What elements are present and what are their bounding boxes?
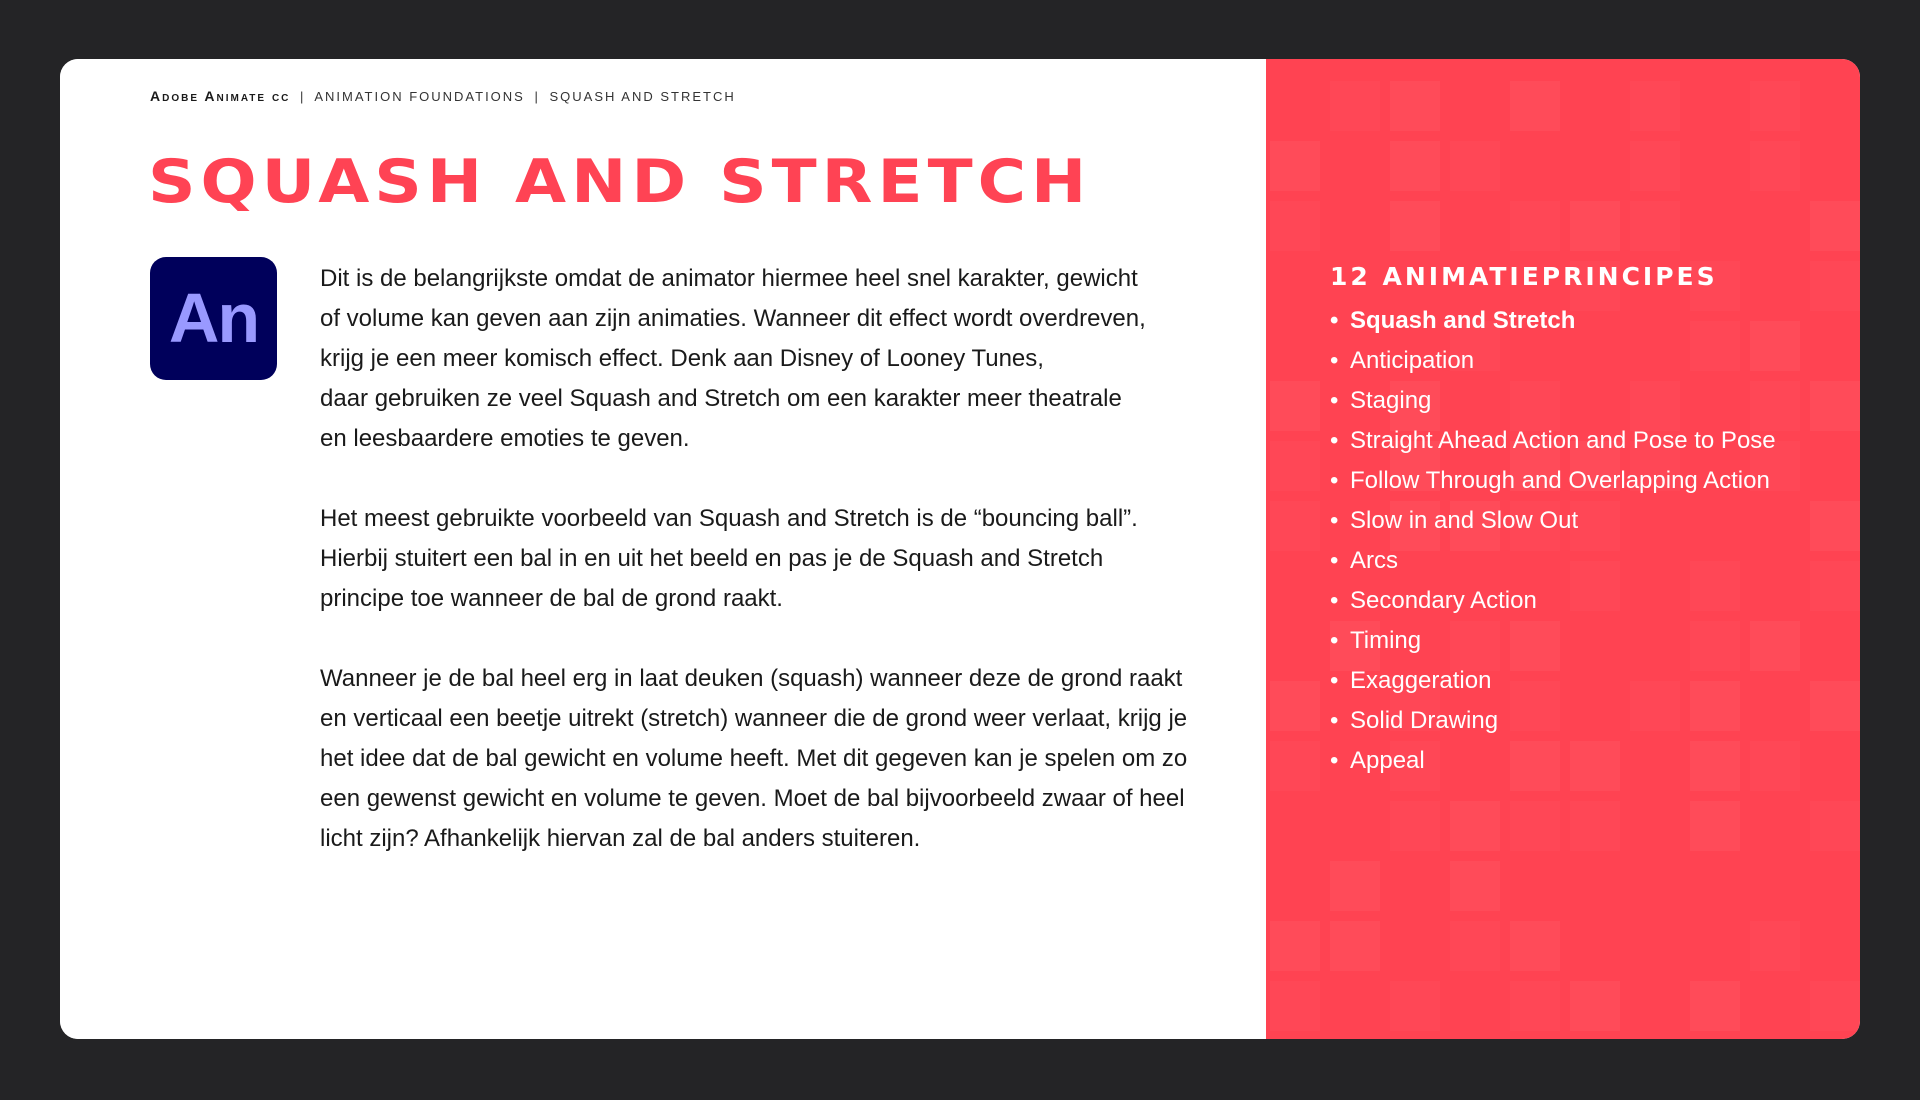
principle-item-anticipation[interactable]: • Anticipation [1330, 341, 1776, 381]
page-title: SQUASH AND STRETCH [148, 147, 1092, 217]
paragraph-weight-volume: Wanneer je de bal heel erg in laat deuken (squash) wanneer deze de grond raakt en verticaal een beetje uitrekt (stretch) wanneer die de grond weer verlaat, krijg je het idee dat de bal gewicht en volume heeft. Met dit gegeven kan je spelen om zo een gewenst gewicht en volume te geven. Moet de bal bijvoorbeeld zwaar of heel licht zijn? Afhankelijk hiervan zal de bal anders stuiteren. [320, 665, 1188, 852]
pattern-square [1750, 81, 1800, 131]
adobe-animate-icon [150, 257, 277, 380]
pattern-square [1810, 201, 1860, 251]
breadcrumb-separator: | [534, 89, 540, 104]
pattern-square [1810, 501, 1860, 551]
pattern-square [1510, 201, 1560, 251]
pattern-square [1570, 201, 1620, 251]
pattern-square [1630, 201, 1680, 251]
pattern-square [1810, 681, 1860, 731]
breadcrumb-app[interactable]: Adobe Animate cc [150, 88, 291, 104]
pattern-square [1390, 81, 1440, 131]
pattern-square [1330, 921, 1380, 971]
pattern-square [1510, 81, 1560, 131]
pattern-square [1390, 981, 1440, 1031]
slide-card [60, 59, 1860, 1039]
pattern-square [1810, 381, 1860, 431]
pattern-square [1450, 141, 1500, 191]
pattern-square [1330, 81, 1380, 131]
pattern-square [1690, 981, 1740, 1031]
principles-title: 12 ANIMATIEPRINCIPES [1330, 262, 1718, 291]
principle-item-solid-drawing[interactable]: • Solid Drawing [1330, 701, 1776, 741]
pattern-square [1750, 141, 1800, 191]
pattern-square [1270, 441, 1320, 491]
pattern-square [1270, 981, 1320, 1031]
principle-item-slow-in-out[interactable]: • Slow in and Slow Out [1330, 501, 1776, 541]
pattern-square [1510, 801, 1560, 851]
pattern-square [1570, 981, 1620, 1031]
pattern-square [1630, 141, 1680, 191]
principle-item-squash-and-stretch[interactable]: • Squash and Stretch [1330, 301, 1776, 341]
principle-item-timing[interactable]: • Timing [1330, 621, 1776, 661]
principle-item-exaggeration[interactable]: • Exaggeration [1330, 661, 1776, 701]
pattern-square [1270, 381, 1320, 431]
pattern-square [1810, 981, 1860, 1031]
pattern-square [1810, 261, 1860, 311]
paragraph-bouncing-ball: Het meest gebruikte voorbeeld van Squash and Stretch is de “bouncing ball”. Hierbij stuitert een bal in en uit het beeld en pas je de Squash and Stretch principe toe wanneer de bal de grond raakt. [320, 505, 1138, 612]
pattern-square [1510, 921, 1560, 971]
paragraph-intro: Dit is de belangrijkste omdat de animator hiermee heel snel karakter, gewicht of volume kan geven aan zijn animaties. Wanneer dit effect wordt overdreven, krijg je een meer komisch effect. Denk aan Disney of Looney Tunes, daar gebruiken ze veel Squash and Stretch om een karakter meer theatrale en leesbaardere emoties te geven. [320, 265, 1146, 452]
pattern-square [1450, 861, 1500, 911]
pattern-square [1390, 141, 1440, 191]
pattern-square [1270, 741, 1320, 791]
pattern-square [1450, 801, 1500, 851]
principle-item-staging[interactable]: • Staging [1330, 381, 1776, 421]
breadcrumb-item-animation-foundations[interactable]: ANIMATION FOUNDATIONS [314, 89, 525, 104]
pattern-square [1450, 921, 1500, 971]
pattern-square [1270, 681, 1320, 731]
breadcrumb-separator: | [300, 89, 306, 104]
principle-item-appeal[interactable]: • Appeal [1330, 741, 1776, 781]
pattern-square [1750, 921, 1800, 971]
pattern-square [1270, 201, 1320, 251]
pattern-square [1390, 801, 1440, 851]
principles-list [1330, 301, 1776, 781]
pattern-square [1630, 81, 1680, 131]
principles-sidebar [1266, 59, 1860, 1039]
pattern-square [1270, 141, 1320, 191]
pattern-square [1810, 561, 1860, 611]
breadcrumb [150, 88, 736, 104]
pattern-square [1570, 801, 1620, 851]
pattern-square [1690, 801, 1740, 851]
pattern-square [1390, 201, 1440, 251]
pattern-square [1510, 981, 1560, 1031]
body-text [320, 259, 1240, 899]
breadcrumb-item-squash-and-stretch[interactable]: SQUASH AND STRETCH [549, 89, 736, 104]
logo-text: An [168, 278, 259, 357]
principle-item-straight-ahead[interactable]: • Straight Ahead Action and Pose to Pose [1330, 421, 1776, 461]
principle-item-follow-through[interactable]: • Follow Through and Overlapping Action [1330, 461, 1776, 501]
pattern-square [1330, 861, 1380, 911]
principle-item-secondary-action[interactable]: • Secondary Action [1330, 581, 1776, 621]
pattern-square [1270, 921, 1320, 971]
content-panel [60, 59, 1266, 1039]
pattern-square [1810, 801, 1860, 851]
principle-item-arcs[interactable]: • Arcs [1330, 541, 1776, 581]
pattern-square [1270, 501, 1320, 551]
